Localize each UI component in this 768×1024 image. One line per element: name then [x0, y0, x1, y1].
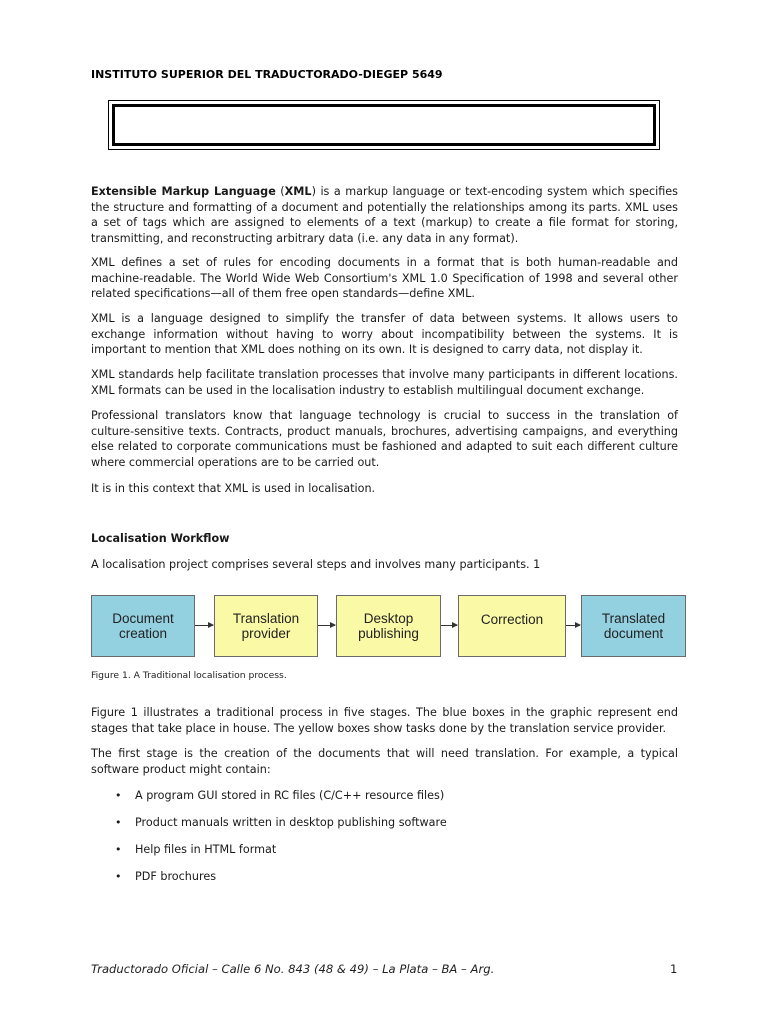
box-5-line2: document [603, 626, 664, 641]
intro-rest: ) is a markup language or text-encoding system which specifies the structure and formatting of a document and potentially the relationships among its parts. XML uses a set of tags which are assigned to elements of a text (markup) to create a file format for storing, transmitting, and reconstructing arbitrary data (i.e. any data in any format). [91, 185, 678, 245]
diagram-box-translated-document [581, 595, 686, 657]
intro-paragraph [91, 184, 678, 246]
box-1-line1: Document [112, 611, 174, 626]
paragraph-6-text: It is in this context that XML is used in localisation. [91, 482, 376, 495]
section-intro [91, 557, 678, 573]
box-4-line1: Correction [480, 611, 544, 627]
diagram-arrow-3 [441, 625, 457, 626]
box-3-line1: Desktop [363, 611, 414, 626]
footer-address: Traductorado Oficial – Calle 6 No. 843 (48 & 49) – La Plata – BA – Arg. [91, 962, 495, 976]
bullet-icon: • [115, 816, 122, 829]
workflow-diagram [91, 594, 687, 660]
diagram-arrow-4 [566, 625, 580, 626]
diagram-box-document-creation [91, 595, 195, 657]
bullet-list [91, 788, 678, 896]
paragraph-2 [91, 255, 678, 302]
after-paragraph-2-text: The first stage is the creation of the documents that will need translation. For example, a typical software product might contain: [91, 747, 678, 776]
paragraph-3 [91, 311, 678, 358]
paragraph-5-text: Professional translators know that language technology is crucial to success in the translation of culture-sensitive texts. Contracts, product manuals, brochures, advertising campaigns, and everything else related to corporate communications must be fashioned and adapted to suit each different culture where commercial operations are to be carried out. [91, 409, 678, 469]
bullet-icon: • [115, 843, 122, 856]
paragraph-4 [91, 367, 678, 398]
box-2-line1: Translation [232, 611, 300, 626]
title-frame [108, 100, 660, 150]
list-item-text: Help files in HTML format [135, 843, 277, 856]
box-5-line1: Translated [601, 611, 666, 626]
paragraph-3-text: XML is a language designed to simplify the transfer of data between systems. It allows users to exchange information without having to worry about incompatibility between the systems. It is important to mention that XML does nothing on its own. It is designed to carry data, not display it. [91, 312, 678, 357]
after-paragraph-2 [91, 746, 678, 777]
diagram-box-correction [458, 595, 566, 657]
diagram-arrow-1 [195, 625, 213, 626]
list-item [91, 869, 678, 896]
list-item [91, 815, 678, 842]
box-3-line2: publishing [358, 626, 419, 641]
title-frame-inner [112, 104, 656, 146]
bullet-icon: • [115, 870, 122, 883]
box-1-line2: creation [118, 626, 168, 641]
page-number: 1 [670, 962, 678, 976]
intro-term: Extensible Markup Language [91, 185, 276, 198]
intro-abbr: XML [284, 185, 312, 198]
after-paragraph-1-text: Figure 1 illustrates a traditional process in five stages. The blue boxes in the graphic represent end stages that take place in house. The yellow boxes show tasks done by the translation service provider. [91, 706, 678, 735]
institute-header: INSTITUTO SUPERIOR DEL TRADUCTORADO-DIEGEP 5649 [91, 68, 443, 81]
diagram-box-desktop-publishing [336, 595, 441, 657]
figure-caption: Figure 1. A Traditional localisation process. [91, 670, 287, 681]
after-paragraph-1 [91, 705, 678, 736]
intro-open-paren: ( [275, 185, 285, 198]
list-item-text: PDF brochures [135, 870, 217, 883]
paragraph-6 [91, 481, 678, 497]
diagram-box-translation-provider [214, 595, 318, 657]
list-item-text: A program GUI stored in RC files (C/C++ resource files) [135, 789, 445, 802]
section-heading: Localisation Workflow [91, 532, 230, 545]
list-item [91, 842, 678, 869]
bullet-icon: • [115, 789, 122, 802]
list-item [91, 788, 678, 815]
paragraph-2-text: XML defines a set of rules for encoding documents in a format that is both human-readable and machine-readable. The World Wide Web Consortium's XML 1.0 Specification of 1998 and several other related specifications—all of them free open standards—define XML. [91, 256, 678, 301]
list-item-text: Product manuals written in desktop publishing software [135, 816, 447, 829]
section-intro-text: A localisation project comprises several steps and involves many participants. 1 [91, 558, 541, 571]
box-2-line2: provider [241, 626, 291, 641]
paragraph-4-text: XML standards help facilitate translation processes that involve many participants in different locations. XML formats can be used in the localisation industry to establish multilingual document exchange. [91, 368, 678, 397]
diagram-arrow-2 [318, 625, 335, 626]
paragraph-5 [91, 408, 678, 470]
